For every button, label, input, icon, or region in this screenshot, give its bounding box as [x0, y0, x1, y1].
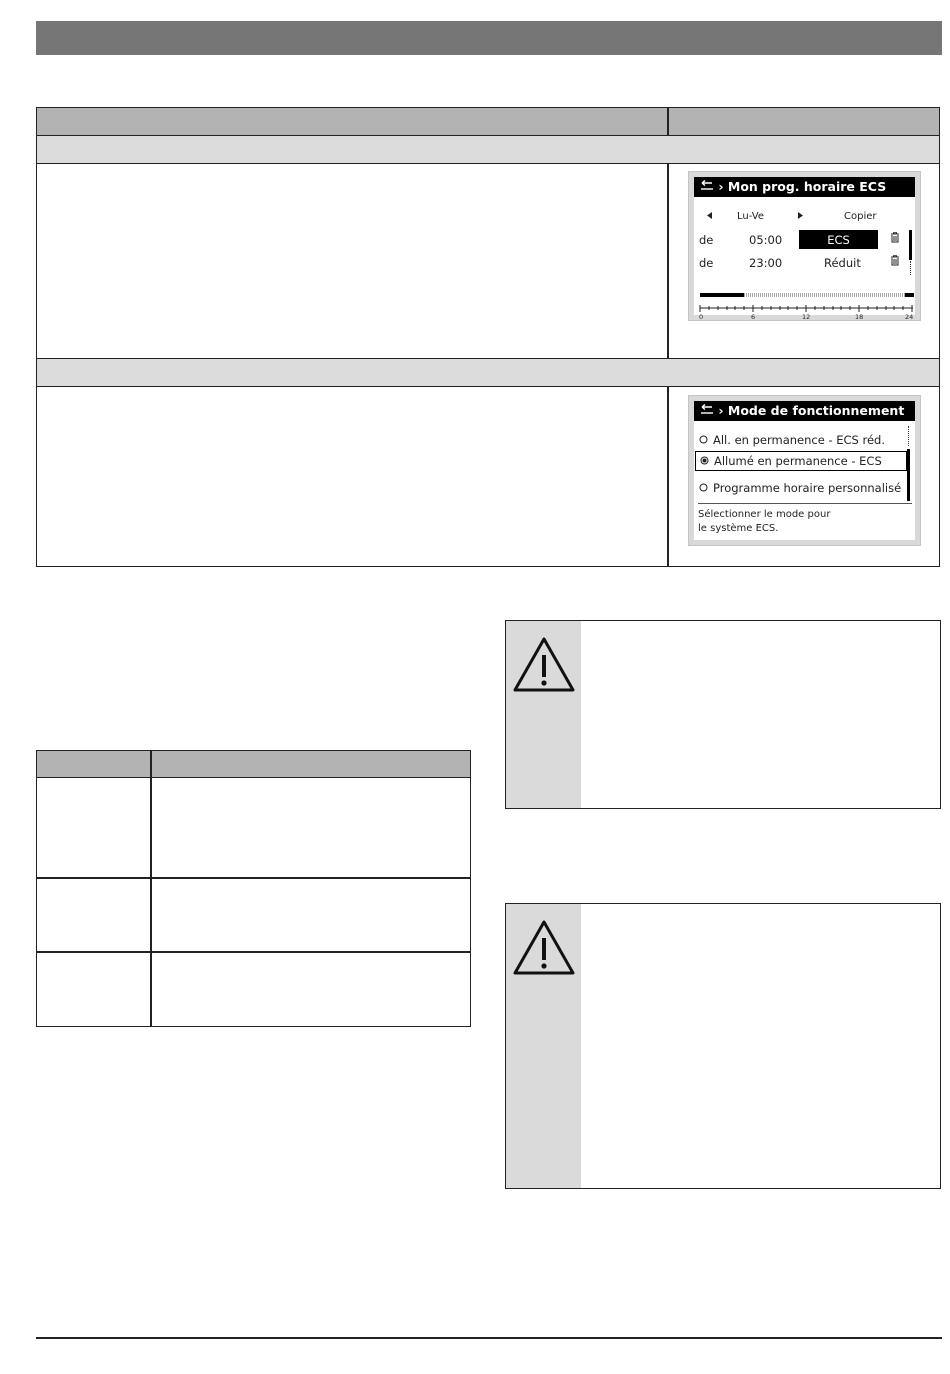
day-selector[interactable]: Lu-Ve	[737, 211, 764, 222]
row-mode-highlight[interactable]	[799, 230, 878, 249]
settings-section-row-1	[37, 136, 939, 164]
mode-table-column-divider	[150, 751, 152, 1026]
mode-option-selected[interactable]	[695, 451, 907, 471]
mode-option[interactable]	[697, 479, 907, 497]
radio-unselected-icon[interactable]	[699, 435, 708, 444]
back-arrow-icon[interactable]	[700, 404, 714, 416]
warning-box	[505, 903, 941, 1189]
mode-option-label: Programme horaire personnalisé	[713, 481, 902, 495]
settings-row-2-divider	[667, 387, 669, 567]
operating-mode-screen	[688, 395, 921, 546]
axis-tick-label: 12	[802, 313, 811, 321]
mode-table-row-separator	[37, 951, 470, 953]
mode-option[interactable]	[697, 431, 907, 449]
settings-table-header-divider	[667, 108, 669, 136]
screen-title-bar	[694, 401, 915, 421]
axis-tick-label: 24	[905, 313, 914, 321]
scrollbar-thumb[interactable]	[907, 449, 910, 501]
radio-unselected-icon[interactable]	[699, 483, 708, 492]
mode-description-table	[36, 750, 471, 1027]
warning-triangle-icon	[512, 635, 576, 695]
mode-option-label: All. en permanence - ECS réd.	[713, 433, 886, 447]
trash-icon[interactable]	[890, 232, 900, 243]
scrollbar-track	[908, 426, 910, 446]
screen-title-bar	[694, 177, 915, 197]
dhw-schedule-screen	[688, 171, 921, 321]
row-time[interactable]: 05:00	[749, 233, 783, 247]
warning-box	[505, 620, 941, 809]
triangle-right-icon[interactable]	[797, 212, 803, 219]
settings-row-1-divider	[667, 164, 669, 358]
row-mode: ECS	[827, 233, 850, 247]
hint-text-line1: Sélectionner le mode pour	[698, 509, 831, 520]
warning-sidebar	[506, 904, 581, 1188]
mode-option-label: Allumé en permanence - ECS	[714, 454, 882, 468]
row-prefix: de	[699, 233, 714, 247]
chevron-right-icon: ›	[718, 179, 724, 194]
settings-table-header	[37, 108, 939, 136]
hint-divider	[698, 503, 912, 504]
chevron-right-icon: ›	[718, 403, 724, 418]
radio-selected-icon[interactable]	[700, 456, 709, 465]
screen-title: Mon prog. horaire ECS	[727, 179, 887, 194]
row-time[interactable]: 23:00	[749, 256, 783, 270]
mode-table-row-separator	[37, 877, 470, 879]
triangle-left-icon[interactable]	[707, 212, 713, 219]
header-bar	[36, 21, 942, 55]
back-arrow-icon[interactable]	[700, 180, 714, 192]
warning-triangle-icon	[512, 918, 576, 978]
screen-title: Mode de fonctionnement	[727, 403, 905, 418]
settings-section-row-2	[37, 359, 939, 387]
axis-tick-label: 6	[751, 313, 756, 321]
row-mode[interactable]: Réduit	[824, 256, 861, 270]
copy-button[interactable]: Copier	[844, 211, 877, 222]
scrollbar-track	[910, 261, 912, 275]
axis-tick-label: 18	[855, 313, 864, 321]
warning-sidebar	[506, 621, 581, 808]
trash-icon[interactable]	[890, 255, 900, 266]
row-prefix: de	[699, 256, 714, 270]
footer-rule	[36, 1337, 942, 1339]
axis-tick-label: 0	[699, 313, 704, 321]
scrollbar-thumb[interactable]	[909, 230, 912, 260]
hint-text-line2: le système ECS.	[698, 523, 779, 534]
mode-table-header	[37, 751, 470, 778]
